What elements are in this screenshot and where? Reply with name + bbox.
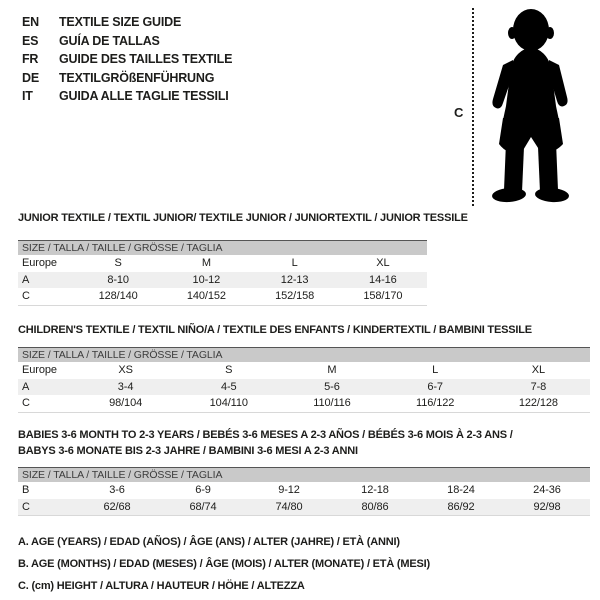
legend [18, 531, 430, 597]
language-code: IT [22, 89, 33, 103]
junior-table-section [18, 211, 468, 306]
size-value-cell: S [114, 257, 122, 270]
size-value-cell: XS [118, 364, 133, 377]
language-code: EN [22, 15, 39, 29]
row-label-cell: C [22, 500, 30, 513]
babies-table-section [18, 427, 590, 516]
baby-silhouette-icon [479, 6, 579, 206]
table-row [18, 395, 590, 412]
children-table-section [18, 323, 590, 413]
size-value-cell: 12-13 [280, 273, 309, 286]
size-value-cell: XL [376, 257, 390, 270]
junior-table-title: JUNIOR TEXTILE / TEXTIL JUNIOR/ TEXTILE JUNIOR / JUNIORTEXTIL / JUNIOR TESSILE [18, 212, 468, 224]
size-value-cell: 12-18 [361, 484, 389, 497]
language-row [22, 13, 232, 32]
height-measure-dotted-line [472, 8, 474, 206]
language-row [22, 50, 232, 69]
junior-table-title-wrap [18, 211, 468, 225]
language-label: TEXTILE SIZE GUIDE [59, 15, 182, 29]
row-label-cell: Europe [22, 364, 57, 377]
size-value-cell: 24-36 [533, 484, 561, 497]
language-label: TEXTILGRÖßENFÜHRUNG [59, 70, 215, 85]
row-label-cell: A [22, 380, 30, 393]
size-value-cell: 74/80 [275, 500, 303, 513]
language-code: FR [22, 52, 39, 66]
language-row [22, 32, 232, 51]
junior-size-table [18, 255, 427, 306]
size-value-cell: 62/68 [103, 500, 131, 513]
size-value-cell: 5-6 [324, 380, 340, 393]
table-row [18, 362, 590, 379]
language-label: GUIDA ALLE TAGLIE TESSILI [59, 89, 229, 103]
language-label: GUIDE DES TAILLES TEXTILE [59, 52, 233, 66]
table-row [18, 272, 427, 289]
table-row [18, 288, 427, 305]
language-label: GUÍA DE TALLAS [59, 33, 160, 48]
size-value-cell: 18-24 [447, 484, 475, 497]
size-value-cell: 8-10 [107, 273, 129, 286]
babies-size-table [18, 482, 590, 516]
row-label-cell: Europe [22, 257, 57, 270]
language-title-list [22, 13, 232, 106]
size-value-cell: 14-16 [369, 273, 397, 286]
size-value-cell: 10-12 [192, 273, 221, 286]
size-value-cell: 4-5 [220, 380, 237, 393]
table-row [18, 255, 427, 272]
row-label-cell: C [22, 290, 30, 303]
size-header-bar: SIZE / TALLA / TAILLE / GRÖSSE / TAGLIA [18, 240, 427, 255]
size-value-cell: 98/104 [109, 397, 143, 410]
size-value-cell: 3-6 [109, 484, 125, 497]
size-value-cell: 6-9 [195, 484, 211, 497]
size-value-cell: 7-8 [530, 380, 547, 393]
row-label-cell: B [22, 484, 30, 497]
table-row [18, 499, 590, 516]
legend-line-a: A. AGE (YEARS) / EDAD (AÑOS) / ÂGE (ANS) / ALTER (JAHRE) / ETÀ (ANNI) [18, 536, 400, 548]
size-header-bar: SIZE / TALLA / TAILLE / GRÖSSE / TAGLIA [18, 467, 590, 482]
children-size-table [18, 362, 590, 413]
size-value-cell: M [201, 257, 211, 270]
size-value-cell: 104/110 [209, 397, 248, 410]
size-value-cell: L [291, 257, 298, 270]
size-value-cell: S [225, 364, 233, 377]
size-value-cell: 9-12 [278, 484, 300, 497]
legend-line-b: B. AGE (MONTHS) / EDAD (MESES) / ÂGE (MOIS) / ALTER (MONATE) / ETÀ (MESI) [18, 558, 430, 570]
language-row [22, 69, 232, 88]
babies-table-title-line2: BABYS 3-6 MONATE BIS 2-3 JAHRE / BAMBINI 3-6 MESI A 2-3 ANNI [18, 445, 358, 457]
language-code: ES [22, 33, 39, 48]
size-value-cell: 92/98 [533, 500, 561, 513]
size-value-cell: 140/152 [186, 290, 226, 303]
size-value-cell: 86/92 [447, 500, 475, 513]
size-value-cell: 122/128 [518, 397, 558, 410]
size-value-cell: 110/116 [313, 397, 351, 410]
size-value-cell: M [327, 364, 337, 377]
row-label-cell: A [22, 273, 30, 286]
language-code: DE [22, 70, 39, 85]
size-value-cell: 80/86 [361, 500, 389, 513]
babies-table-title-line1: BABIES 3-6 MONTH TO 2-3 YEARS / BEBÉS 3-6 MESES A 2-3 AÑOS / BÉBÉS 3-6 MOIS À 2-3 ANS / [18, 429, 513, 441]
size-value-cell: 128/140 [98, 290, 138, 303]
size-value-cell: 68/74 [189, 500, 217, 513]
children-table-title-wrap [18, 323, 590, 337]
size-header-bar: SIZE / TALLA / TAILLE / GRÖSSE / TAGLIA [18, 347, 590, 362]
size-value-cell: 6-7 [427, 380, 443, 393]
legend-line-c: C. (cm) HEIGHT / ALTURA / HAUTEUR / HÖHE / ALTEZZA [18, 580, 305, 592]
size-value-cell: 152/158 [275, 290, 315, 303]
size-value-cell: L [432, 364, 439, 377]
height-measure-label: C [454, 105, 464, 120]
size-value-cell: XL [531, 364, 545, 377]
language-row [22, 87, 232, 106]
size-value-cell: 158/170 [363, 290, 403, 303]
children-table-title: CHILDREN'S TEXTILE / TEXTIL NIÑO/A / TEXTILE DES ENFANTS / KINDERTEXTIL / BAMBINI TESSILE [18, 324, 532, 336]
row-label-cell: C [22, 397, 30, 410]
size-value-cell: 3-4 [117, 380, 134, 393]
size-value-cell: 116/122 [416, 397, 455, 410]
babies-table-title-wrap [18, 427, 590, 459]
table-row [18, 482, 590, 499]
table-row [18, 379, 590, 396]
